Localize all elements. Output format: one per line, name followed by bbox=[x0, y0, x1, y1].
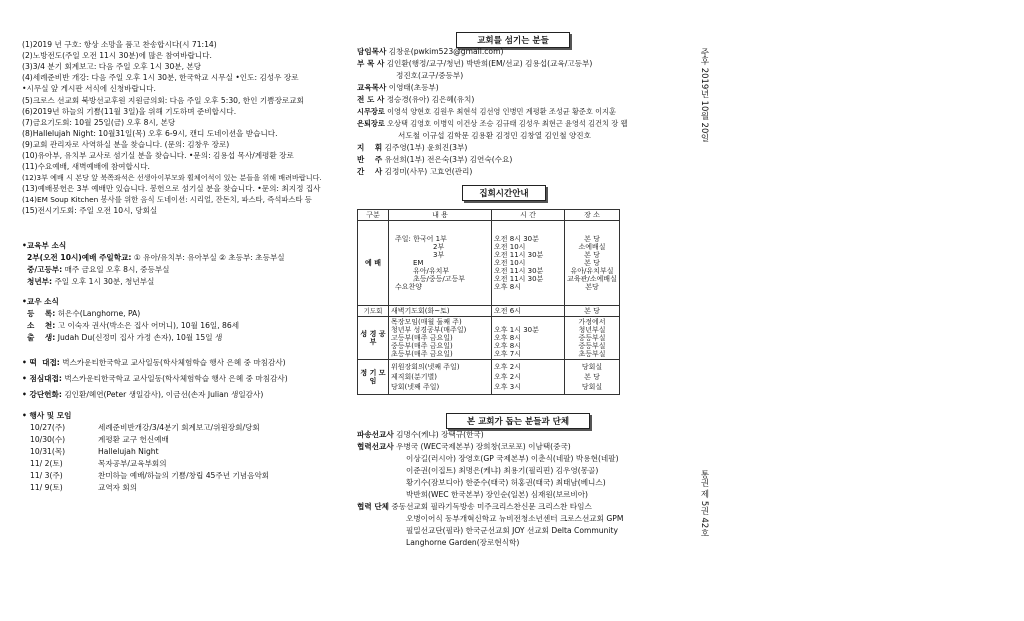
meeting-times: 오후 2시 오후 2시 오후 3시 bbox=[492, 360, 565, 395]
meeting-places: 당회실 본 당 당회실 bbox=[565, 360, 620, 395]
thanks-item: • 점심대접: 벅스카운티한국학교 교사일동(학사체험학습 행사 은혜 중 마침감사) bbox=[22, 374, 288, 383]
servant-row: 간 사 김정미(사무) 고효연(관리) bbox=[357, 167, 473, 176]
study-contents: 목장모임(매월 둘째 주) 청년부 성경공부(매주일) 고등부(매주 금요일) 중등부(매주 금요일) 초등부(매주 금요일) bbox=[389, 317, 492, 360]
servant-row: 담임목사 김창운(pwkim523@gmail.com) bbox=[357, 47, 504, 56]
mission-row: 파송선교사 김명수(케냐) 장택규(한국) bbox=[357, 430, 484, 439]
table-row bbox=[358, 306, 620, 317]
event-date: 11/ 9(토) bbox=[30, 483, 63, 492]
missions-title: 본 교회가 돕는 분들과 단체 bbox=[446, 413, 590, 429]
event-text: 계평환 교구 헌신예배 bbox=[98, 435, 169, 444]
table-header-row bbox=[358, 210, 620, 221]
servant-row: 부 목 사 김인환(행정/교구/청년) 박반희(EM/선교) 김용섭(교육/고등부) bbox=[357, 59, 593, 68]
thanks-item: • 강단헌화: 김인환/혜연(Peter 생일감사), 이금선(손자 Julian 생일감사) bbox=[22, 390, 264, 399]
servant-row: 정진호(교구/중등부) bbox=[396, 71, 464, 80]
mission-row: 황기수(잠보디아) 한준수(태국) 허홍권(태국) 최태남(베니스) bbox=[406, 478, 606, 487]
event-text: 목자공부/교육부회의 bbox=[98, 459, 167, 468]
thanks-item: • 떡 대접: 벅스카운티한국학교 교사일동(학사체험학습 행사 은혜 중 마침감사) bbox=[22, 358, 286, 367]
event-date: 10/27(주) bbox=[30, 423, 66, 432]
event-text: 세례준비반개강/3/4분기 회계보고/위원장회/당회 bbox=[98, 423, 260, 432]
announcement-item: (15)전시기도회: 주일 오전 10시, 당회실 bbox=[22, 206, 158, 215]
study-places: 가정에서 청년부실 중등부실 중등부실 초등부실 bbox=[565, 317, 620, 360]
announcement-item: (1)2019 년 구호: 항상 소망을 품고 찬송합시다(시 71:14) bbox=[22, 40, 217, 49]
worship-label: 예 배 bbox=[358, 221, 389, 306]
event-date: 10/31(목) bbox=[30, 447, 66, 456]
event-date: 11/ 2(토) bbox=[30, 459, 63, 468]
announcement-item: (8)Hallelujah Night: 10월31일(목) 오후 6-9시, 캔디 도네이션을 받습니다. bbox=[22, 129, 278, 138]
edu-news-item: 중/고등부: 매주 금요일 오후 8시, 중등부실 bbox=[27, 265, 170, 274]
meeting-label: 정 기 모 임 bbox=[358, 360, 389, 395]
mission-row: 박반희(WEC 한국본부) 장인순(일본) 심재원(보르비아) bbox=[406, 490, 588, 499]
announcement-item: (13)예배봉헌은 3부 예배만 있습니다. 봉헌으로 섬기실 분을 찾습니다. •문의: 최지정 집사 bbox=[22, 184, 321, 193]
servants-title: 교회를 섬기는 분들 bbox=[456, 32, 570, 48]
servant-row: 교육목사 이영태(초등부) bbox=[357, 83, 439, 92]
announcement-item: (11)수요예배, 새벽예배에 참여합시다. bbox=[22, 162, 150, 171]
header-cell: 장 소 bbox=[565, 210, 620, 221]
announcement-item: (7)금요기도회: 10월 25일(금) 오후 8시, 본당 bbox=[22, 118, 176, 127]
member-news-title: •교우 소식 bbox=[22, 297, 59, 306]
member-news-item: 등 록: 허은수(Langhorne, PA) bbox=[27, 309, 141, 318]
dawn-label: 기도회 bbox=[358, 306, 389, 317]
event-date: 11/ 3(주) bbox=[30, 471, 63, 480]
study-label: 성 경 공 부 bbox=[358, 317, 389, 360]
worship-contents: 주일: 한국어 1부 2부 3부 EM 유아/유치부 초등/중등/고등부 수요찬양 bbox=[389, 221, 492, 306]
event-text: 찬미하늘 예배/하늘의 기쁨/창립 45주년 기념음악회 bbox=[98, 471, 270, 480]
worship-places: 본 당 소예배실 본 당 본 당 유아/유치부실 교육관/소예배실 본당 bbox=[565, 221, 620, 306]
mission-row: 협력선교사 우병국 (WEC국제본부) 장희창(코로포) 이남택(중국) bbox=[357, 442, 571, 451]
announcement-item: (2)노방전도(주일 오전 11시 30분)에 많은 참여바랍니다. bbox=[22, 51, 212, 60]
table-row bbox=[358, 221, 620, 306]
meeting-contents: 위원장회의(넷째 주일) 제직회(분기별) 당회(넷째 주일) bbox=[389, 360, 492, 395]
event-date: 10/30(수) bbox=[30, 435, 66, 444]
table-row bbox=[358, 317, 620, 360]
dawn-place: 본 당 bbox=[565, 306, 620, 317]
announcement-item: (12)3부 예배 시 본당 앞 북쪽좌석은 선생아이부모와 휠체어석이 있는 분들을 위해 배려바랍니다. bbox=[22, 173, 322, 182]
member-news-item: 소 천: 고 이숙자 권사(박소은 집사 어머니), 10월 16일, 86세 bbox=[27, 321, 240, 330]
header-cell: 시 간 bbox=[492, 210, 565, 221]
servant-row: 반 주 유선희(1부) 전은숙(3부) 김연숙(수요) bbox=[357, 155, 513, 164]
servant-row: 시무장로 이영석 양현호 김원우 최현석 김선영 인병민 계평환 조성균 황준호 이지훈 bbox=[357, 107, 616, 116]
announcement-item: (6)2019년 하늘의 기쁨(11월 3일)을 위해 기도하며 준비합시다. bbox=[22, 107, 237, 116]
edu-news-item: 2부(오전 10시)예배 주일학교: ① 유아/유치부: 유아부실 ② 초등부: 초등부실 bbox=[27, 253, 285, 262]
mission-row: 필밀선교단(필라) 한국군선교회 JOY 선교회 Delta Community bbox=[406, 526, 619, 535]
mission-row: 협력 단체 중동선교회 필라기독방송 미주크리스찬신문 크리스찬 타임스 bbox=[357, 502, 592, 511]
mission-row: 오병이어식 동부개혁신학교 뉴비전청소년센터 크로스선교회 GPM bbox=[406, 514, 624, 523]
schedule-table bbox=[357, 209, 620, 395]
header-cell: 내 용 bbox=[389, 210, 492, 221]
header-cell: 구분 bbox=[358, 210, 389, 221]
mission-row: Langhorne Garden(장로현식학) bbox=[406, 538, 520, 547]
mission-row: 이준권(이집트) 최명은(케냐) 최용기(필리핀) 김우영(몽골) bbox=[406, 466, 599, 475]
mission-row: 이상길(러시아) 장영호(GP 국제본부) 이춘식(네팔) 박용현(네팔) bbox=[406, 454, 619, 463]
announcement-item: •시무실 앞 게시판 서식에 신청바랍니다. bbox=[22, 84, 156, 93]
announcement-item: (4)세례준비반 개강: 다음 주일 오후 1시 30분, 한국학교 시무실 •인도: 김성우 장로 bbox=[22, 73, 299, 82]
event-text: 교역자 회의 bbox=[98, 483, 138, 492]
events-title: • 행사 및 모임 bbox=[22, 411, 72, 420]
dawn-content: 새벽기도회(화~토) bbox=[389, 306, 492, 317]
announcement-item: (9)교회 관리자로 사역하실 분을 찾습니다. (문의: 김창우 장로) bbox=[22, 140, 230, 149]
dawn-time: 오전 6시 bbox=[492, 306, 565, 317]
announcement-item: (10)유아부, 유치부 교사로 섬기실 분을 찾습니다. •문의: 김용섭 목사/계평환 장로 bbox=[22, 151, 294, 160]
bulletin-volume: 통권 제 5권 42호 bbox=[699, 470, 709, 537]
worship-times: 오전 8시 30분 오전 10시 오전 11시 30분 오전 10시 오전 11시 30분 오전 11시 30분 오후 8시 bbox=[492, 221, 565, 306]
member-news-item: 출 생: Judah Du(신정미 집사 가정 손자), 10월 15일 생 bbox=[27, 333, 223, 342]
servant-row: 서도철 이규섭 김학문 김용환 김정민 김창열 김인철 양진호 bbox=[398, 131, 591, 140]
event-text: Hallelujah Night bbox=[98, 447, 159, 456]
announcement-item: (3)3/4 분기 회계보고: 다음 주일 오후 1시 30분, 본당 bbox=[22, 62, 202, 71]
announcement-item: (5)크로스 선교회 북방선교후원 지원금의회: 다음 주일 오후 5:30, 한인 기쁨장로교회 bbox=[22, 96, 304, 105]
table-row bbox=[358, 360, 620, 395]
study-times: 오후 1시 30분 오후 8시 오후 8시 오후 7시 bbox=[492, 317, 565, 360]
bulletin-date: 주후 2019년 10월 20일 bbox=[699, 48, 709, 142]
schedule-title: 집회시간안내 bbox=[462, 185, 546, 201]
servant-row: 은퇴장로 오상택 김영호 이병익 이건상 조승 김규태 김성우 최현근 윤영석 김건치 장 웹 bbox=[357, 119, 628, 128]
servant-row: 전 도 사 정승경(유아) 김은혜(유치) bbox=[357, 95, 475, 104]
edu-news-item: 청년부: 주일 오후 1시 30분, 청년부실 bbox=[27, 277, 155, 286]
servant-row: 지 휘 김주영(1부) 윤희진(3부) bbox=[357, 143, 468, 152]
announcement-item: (14)EM Soup Kitchen 봉사를 위한 음식 도네이션: 시리얼, 잔돈치, 파스타, 즉석파스타 등 bbox=[22, 195, 312, 204]
edu-news-title: •교육부 소식 bbox=[22, 241, 67, 250]
